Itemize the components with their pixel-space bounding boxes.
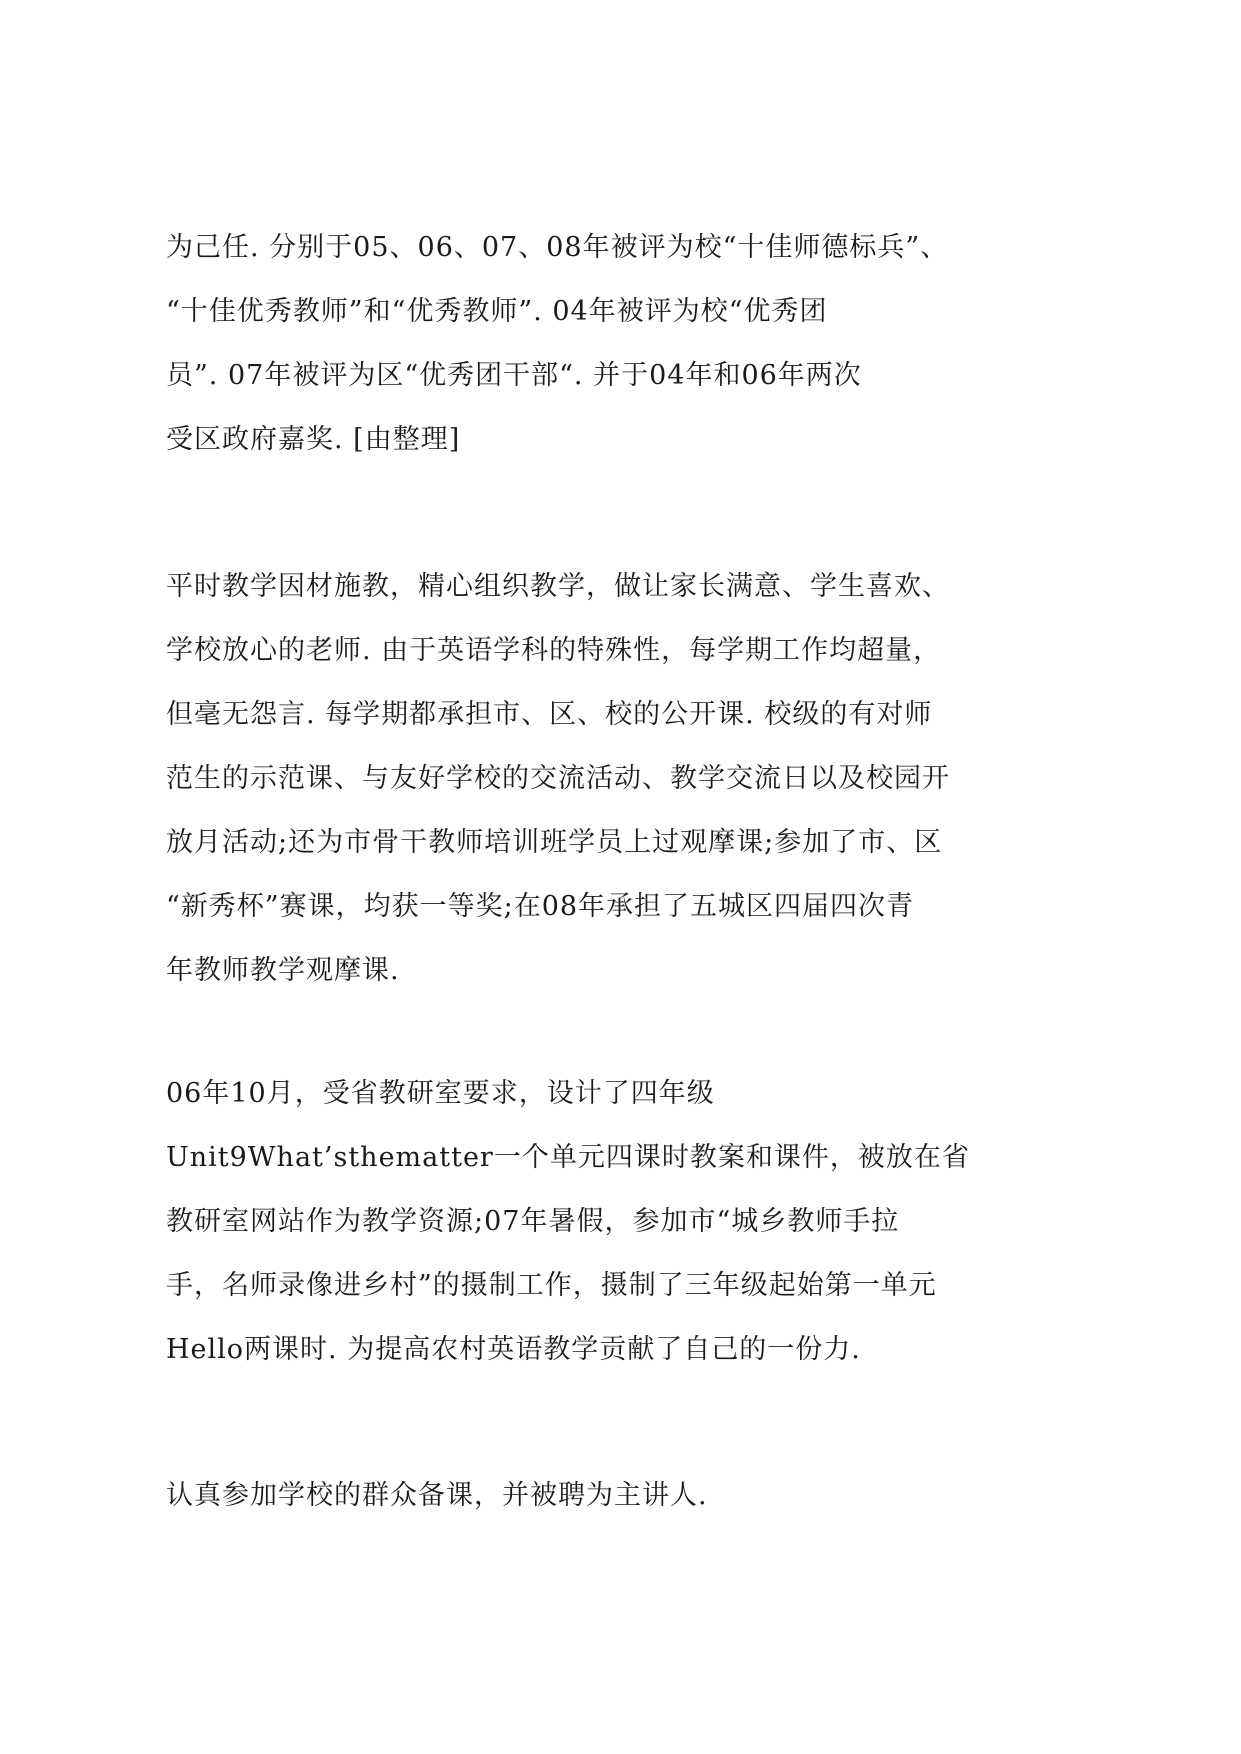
paragraph-line: Unit9What’sthematter一个单元四课时教案和课件，被放在省	[166, 1142, 970, 1173]
paragraph-line: “十佳优秀教师”和“优秀教师”. 04年被评为校“优秀团	[166, 296, 828, 327]
paragraph-honors	[166, 216, 1106, 472]
paragraph-line: 范生的示范课、与友好学校的交流活动、教学交流日以及校园开	[166, 763, 950, 794]
paragraph-line: 06年10月，受省教研室要求，设计了四年级	[166, 1078, 715, 1109]
paragraph-line: 员”. 07年被评为区“优秀团干部“. 并于04年和06年两次	[166, 360, 862, 391]
paragraph-line: 但毫无怨言. 每学期都承担市、区、校的公开课. 校级的有对师	[166, 699, 933, 730]
paragraph-line: 年教师教学观摩课.	[166, 955, 400, 986]
paragraph-line: Hello两课时. 为提高农村英语教学贡献了自己的一份力.	[166, 1334, 861, 1365]
paragraph-line: 学校放心的老师. 由于英语学科的特殊性，每学期工作均超量，	[166, 635, 942, 666]
paragraph-line: 放月活动;还为市骨干教师培训班学员上过观摩课;参加了市、区	[166, 827, 943, 858]
paragraph-lesson-prep	[166, 1464, 1106, 1528]
paragraph-line: 平时教学因材施教，精心组织教学，做让家长满意、学生喜欢、	[166, 571, 950, 602]
paragraph-line: 为己任. 分别于05、06、07、08年被评为校“十佳师德标兵”、	[166, 232, 949, 263]
paragraph-design-work	[166, 1062, 1106, 1382]
paragraph-line: 手，名师录像进乡村”的摄制工作，摄制了三年级起始第一单元	[166, 1270, 937, 1301]
paragraph-line: 认真参加学校的群众备课，并被聘为主讲人.	[166, 1480, 708, 1511]
paragraph-line: 受区政府嘉奖. [由整理]	[166, 424, 461, 455]
paragraph-line: 教研室网站作为教学资源;07年暑假，参加市“城乡教师手拉	[166, 1206, 900, 1237]
paragraph-line: “新秀杯”赛课，均获一等奖;在08年承担了五城区四届四次青	[166, 891, 915, 922]
paragraph-teaching	[166, 555, 1106, 1003]
